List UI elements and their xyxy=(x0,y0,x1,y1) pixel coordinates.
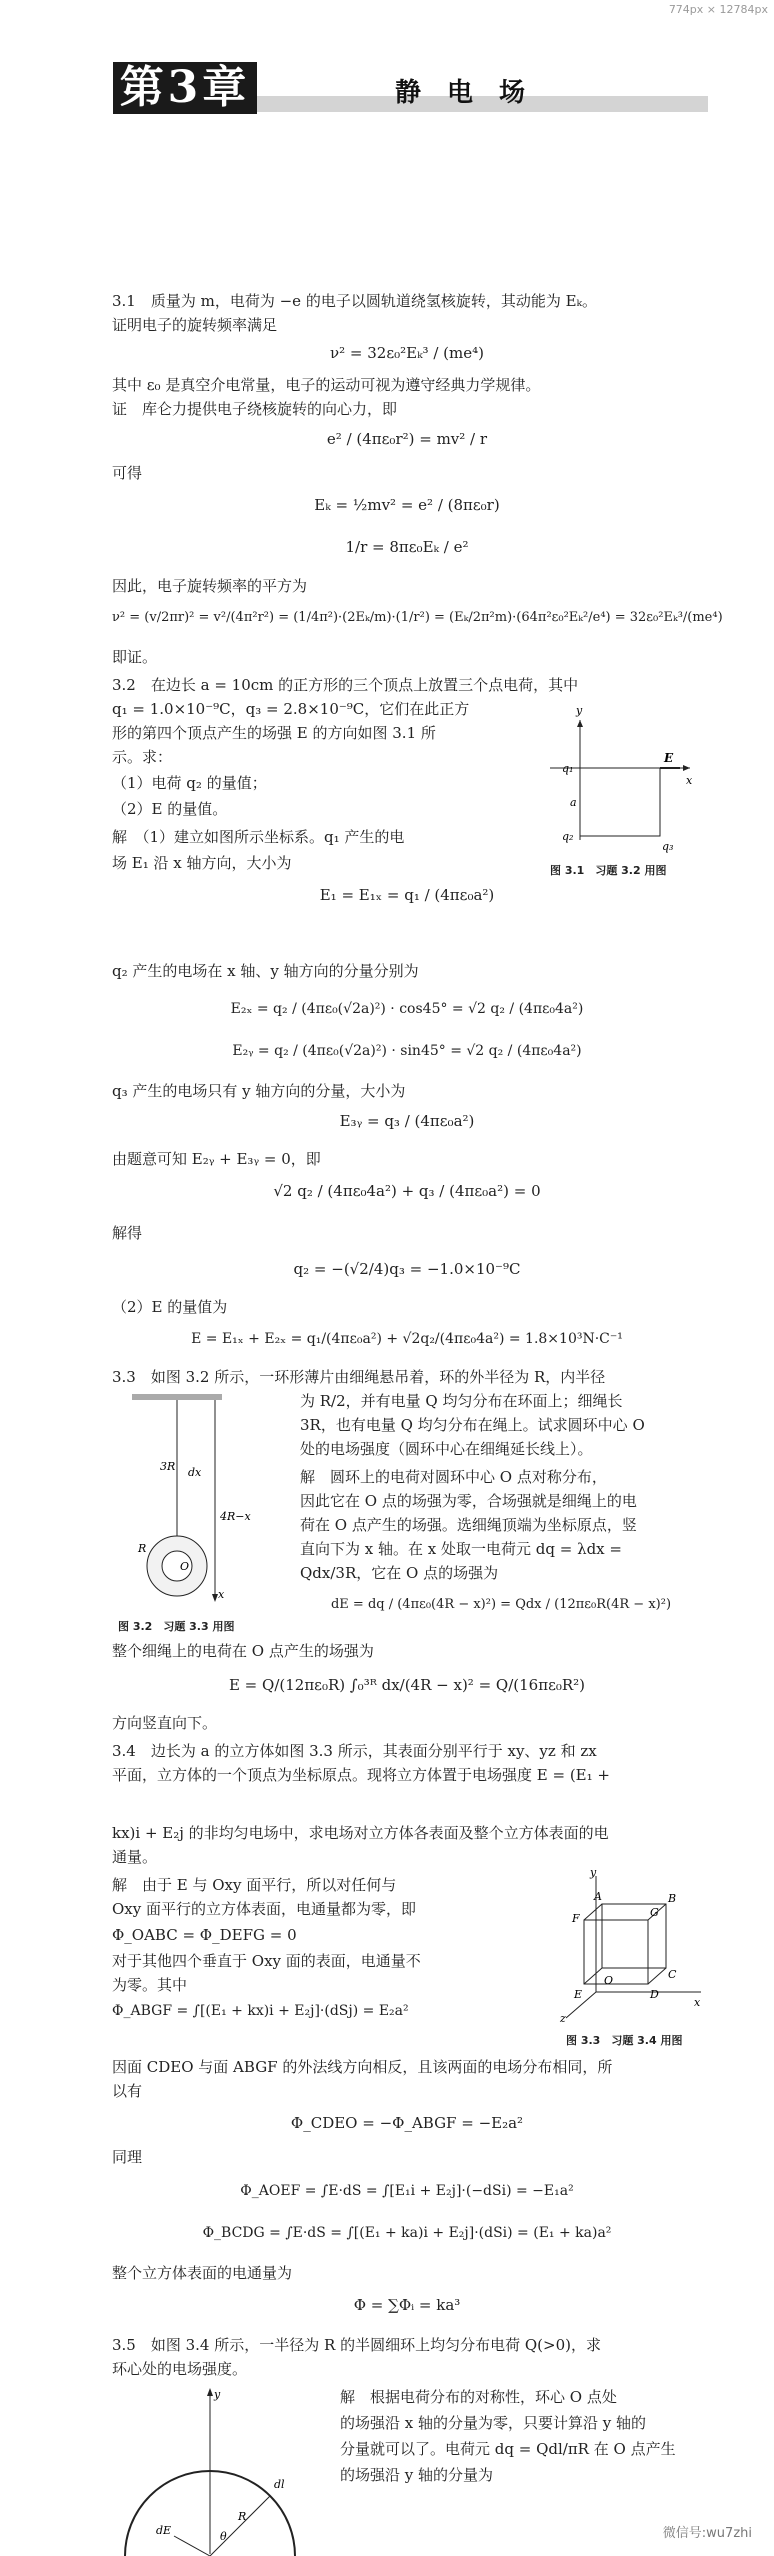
fig33-label-O: O xyxy=(604,1974,614,1987)
p34-eq5: Φ_BCDG = ∫E·dS = ∫[(E₁ + ka)i + E₂j]·(dSi) = (E₁ + ka)a² xyxy=(202,2225,612,2241)
p33-line10: 整个细绳上的电荷在 O 点产生的场强为 xyxy=(112,1642,374,1660)
p35-line5: 分量就可以了。电荷元 dq = Qdl/πR 在 O 点产生 xyxy=(340,2440,676,2458)
fig31-caption: 图 3.1 习题 3.2 用图 xyxy=(550,864,667,877)
p34-eq4: Φ_AOEF = ∫E·dS = ∫[E₁i + E₂j]·(−dSi) = −E₁a² xyxy=(240,2183,574,2199)
fig32-label-3R: 3R xyxy=(160,1460,176,1473)
fig33-caption: 图 3.3 习题 3.4 用图 xyxy=(566,2034,683,2047)
p32-line12: 解得 xyxy=(112,1224,143,1242)
fig33-label-B: B xyxy=(668,1892,677,1905)
p35-line1: 3.5 如图 3.4 所示，一半径为 R 的半圆细环上均匀分布电荷 Q(>0)，求 xyxy=(112,2336,601,2354)
fig31-label-y: y xyxy=(576,704,583,717)
p31-eq4: 1/r = 8πε₀Eₖ / e² xyxy=(345,538,469,556)
fig33-label-D: D xyxy=(650,1988,659,2001)
p34-line2: 平面，立方体的一个顶点为坐标原点。现将立方体置于电场强度 E = (E₁ + xyxy=(112,1766,610,1784)
p31-line3: 其中 ε₀ 是真空介电常量，电子的运动可视为遵守经典力学规律。 xyxy=(112,376,541,394)
p31-eq2: e² / (4πε₀r²) = mv² / r xyxy=(326,430,488,448)
p32-line6: （2）E 的量值。 xyxy=(112,800,228,818)
p33-line6: 因此它在 O 点的场强为零，合场强就是细绳上的电 xyxy=(300,1492,637,1510)
fig33-label-x: x xyxy=(694,1996,701,2009)
p33-line8: 直向下为 x 轴。在 x 处取一电荷元 dq = λdx = xyxy=(300,1540,622,1558)
fig34-label-dE: dE xyxy=(156,2524,172,2537)
p32-line2: q₁ = 1.0×10⁻⁹C，q₃ = 2.8×10⁻⁹C，它们在此正方 xyxy=(112,700,470,718)
p33-line9: Qdx/3R，它在 O 点的场强为 xyxy=(300,1564,499,1582)
fig32-label-R: R xyxy=(138,1542,147,1555)
p32-line13: （2）E 的量值为 xyxy=(112,1298,228,1316)
fig33-cube-front xyxy=(584,1920,648,1984)
p32-line7: 解 （1）建立如图所示坐标系。q₁ 产生的电 xyxy=(112,828,405,846)
p34-line5: 解 由于 E 与 Oxy 面平行，所以对任何与 xyxy=(112,1876,397,1894)
fig33-label-F: F xyxy=(572,1912,580,1925)
fig31-label-q3: q₃ xyxy=(662,840,674,853)
p32-eq5: √2 q₂ / (4πε₀4a²) + q₃ / (4πε₀a²) = 0 xyxy=(273,1182,541,1200)
fig34-label-R: R xyxy=(238,2510,247,2523)
p34-eq1: Φ_OABC = Φ_DEFG = 0 xyxy=(112,1926,297,1944)
p31-line6: 因此，电子旋转频率的平方为 xyxy=(112,577,308,595)
p35-line3: 解 根据电荷分布的对称性，环心 O 点处 xyxy=(340,2388,617,2406)
fig34-label-dl: dl xyxy=(274,2478,285,2491)
p32-line4: 示。求： xyxy=(112,748,173,766)
chapter-badge: 第3章 xyxy=(113,62,257,114)
p34-line3: kx)i + E₂j 的非均匀电场中，求电场对立方体各表面及整个立方体表面的电 xyxy=(112,1824,609,1842)
figure-3-3 xyxy=(556,1866,706,2026)
fig33-label-A: A xyxy=(594,1890,602,1903)
p31-line1: 3.1 质量为 m，电荷为 −e 的电子以圆轨道绕氢核旋转，其动能为 Eₖ。 xyxy=(112,292,598,310)
p31-line4: 证 库仑力提供电子绕核旋转的向心力，即 xyxy=(112,400,398,418)
p34-line6: Oxy 面平行的立方体表面，电通量都为零，即 xyxy=(112,1900,417,1918)
p34-eq3: Φ_CDEO = −Φ_ABGF = −E₂a² xyxy=(290,2114,524,2132)
p34-line1: 3.4 边长为 a 的立方体如图 3.3 所示，其表面分别平行于 xy、yz 和 zx xyxy=(112,1742,597,1760)
p34-line9: 因面 CDEO 与面 ABGF 的外法线方向相反，且该两面的电场分布相同，所 xyxy=(112,2058,613,2076)
fig34-y-arrow-icon xyxy=(207,2388,213,2396)
p34-line12: 整个立方体表面的电通量为 xyxy=(112,2264,293,2282)
fig31-label-q1: q₁ xyxy=(562,762,574,775)
p34-line11: 同理 xyxy=(112,2148,143,2166)
p34-eq2: Φ_ABGF = ∫[(E₁ + kx)i + E₂j]·(dSj) = E₂a² xyxy=(112,2003,409,2019)
fig31-label-E: E xyxy=(664,751,674,765)
p32-line3: 形的第四个顶点产生的场强 E 的方向如图 3.1 所 xyxy=(112,724,436,742)
fig33-edge1 xyxy=(584,1904,602,1920)
p35-line4: 的场强沿 x 轴的分量为零，只要计算沿 y 轴的 xyxy=(340,2414,647,2432)
p34-line10: 以有 xyxy=(112,2082,143,2100)
fig32-label-x: x xyxy=(218,1588,225,1601)
figure-3-1 xyxy=(540,700,700,860)
p31-line2: 证明电子的旋转频率满足 xyxy=(112,316,278,334)
fig33-label-E: E xyxy=(574,1988,583,2001)
p32-eq1: E₁ = E₁ₓ = q₁ / (4πε₀a²) xyxy=(319,886,495,904)
p33-line5: 解 圆环上的电荷对圆环中心 O 点对称分布， xyxy=(300,1468,607,1486)
fig33-edge4 xyxy=(584,1968,602,1984)
p32-eq7: E = E₁ₓ + E₂ₓ = q₁/(4πε₀a²) + √2q₂/(4πε₀4a²) = 1.8×10³N·C⁻¹ xyxy=(191,1331,623,1347)
image-dimensions: 774px × 12784px xyxy=(668,3,768,16)
p32-eq4: E₃ᵧ = q₃ / (4πε₀a²) xyxy=(339,1112,475,1130)
fig34-label-theta: θ xyxy=(220,2530,227,2543)
fig33-label-z: z xyxy=(560,2012,566,2025)
fig32-label-O: O xyxy=(180,1560,190,1573)
fig33-label-G: G xyxy=(650,1906,659,1919)
fig32-caption: 图 3.2 习题 3.3 用图 xyxy=(118,1620,235,1633)
p32-line10: q₃ 产生的电场只有 y 轴方向的分量，大小为 xyxy=(112,1082,406,1100)
fig33-label-y: y xyxy=(590,1866,597,1879)
fig34-label-y: y xyxy=(214,2388,221,2401)
p31-eq1: ν² = 32ε₀²Eₖ³ / (me⁴) xyxy=(330,344,484,362)
figure-3-2 xyxy=(110,1390,270,1610)
p31-eq3: Eₖ = ½mv² = e² / (8πε₀r) xyxy=(314,496,500,514)
p33-line4: 处的电场强度（圆环中心在细绳延长线上）。 xyxy=(300,1440,593,1458)
p32-line11: 由题意可知 E₂ᵧ + E₃ᵧ = 0，即 xyxy=(112,1150,321,1168)
p32-eq2: E₂ₓ = q₂ / (4πε₀(√2a)²) · cos45° = √2 q₂ / (4πε₀4a²) xyxy=(230,1001,584,1017)
fig32-label-dx: dx xyxy=(188,1466,202,1479)
p33-line3: 3R，也有电量 Q 均匀分布在绳上。试求圆环中心 O xyxy=(300,1416,645,1434)
fig31-y-arrow-icon xyxy=(577,720,583,727)
p33-line7: 荷在 O 点产生的场强。选细绳顶端为坐标原点，竖 xyxy=(300,1516,637,1534)
fig31-x-arrow-icon xyxy=(683,765,690,771)
p31-line5: 可得 xyxy=(112,464,143,482)
p35-line2: 环心处的电场强度。 xyxy=(112,2360,248,2378)
chapter-title: 静电场 xyxy=(395,78,552,108)
p33-eq2: E = Q/(12πε₀R) ∫₀³ᴿ dx/(4R − x)² = Q/(16πε₀R²) xyxy=(228,1676,586,1694)
p34-line4: 通量。 xyxy=(112,1848,158,1866)
fig32-ceiling xyxy=(132,1394,222,1400)
fig34-dE-vector xyxy=(174,2536,210,2556)
p34-eq6: Φ = ∑Φᵢ = ka³ xyxy=(353,2296,461,2314)
p35-line6: 的场强沿 y 轴的分量为 xyxy=(340,2466,494,2484)
p31-line7: 即证。 xyxy=(112,648,158,666)
fig31-label-a: a xyxy=(570,796,577,809)
p32-line8: 场 E₁ 沿 x 轴方向，大小为 xyxy=(112,854,292,872)
p31-eq5: ν² = (v/2πr)² = v²/(4π²r²) = (1/4π²)·(2Eₖ/m)·(1/r²) = (Eₖ/2π²m)·(64π²ε₀²Eₖ²/e⁴) = 32ε₀²Eₖ³/(me⁴) xyxy=(112,610,723,625)
p33-eq1: dE = dq / (4πε₀(4R − x)²) = Qdx / (12πε₀R(4R − x)²) xyxy=(330,1597,672,1612)
fig33-label-C: C xyxy=(668,1968,677,1981)
fig34-radius xyxy=(210,2496,270,2556)
fig33-edge3 xyxy=(648,1968,666,1984)
p34-line7: 对于其他四个垂直于 Oxy 面的表面，电通量不 xyxy=(112,1952,421,1970)
fig31-label-x: x xyxy=(686,774,693,787)
p32-line9: q₂ 产生的电场在 x 轴、y 轴方向的分量分别为 xyxy=(112,962,419,980)
figure-3-4 xyxy=(110,2384,310,2556)
p33-line2: 为 R/2，并有电量 Q 均匀分布在环面上；细绳长 xyxy=(300,1392,623,1410)
fig32-label-4R-x: 4R−x xyxy=(220,1510,251,1523)
p33-line11: 方向竖直向下。 xyxy=(112,1714,218,1732)
p32-eq3: E₂ᵧ = q₂ / (4πε₀(√2a)²) · sin45° = √2 q₂ / (4πε₀4a²) xyxy=(232,1043,582,1059)
p33-line1: 3.3 如图 3.2 所示，一环形薄片由细绳悬吊着，环的外半径为 R，内半径 xyxy=(112,1368,606,1386)
fig31-square xyxy=(580,768,660,836)
p32-eq6: q₂ = −(√2/4)q₃ = −1.0×10⁻⁹C xyxy=(293,1260,521,1278)
p32-line5: （1）电荷 q₂ 的量值； xyxy=(112,774,267,792)
p32-line1: 3.2 在边长 a = 10cm 的正方形的三个顶点上放置三个点电荷，其中 xyxy=(112,676,579,694)
watermark: 微信号:wu7zhi xyxy=(662,2526,752,2541)
p34-line8: 为零。其中 xyxy=(112,1976,188,1994)
fig31-label-q2: q₂ xyxy=(562,830,574,843)
